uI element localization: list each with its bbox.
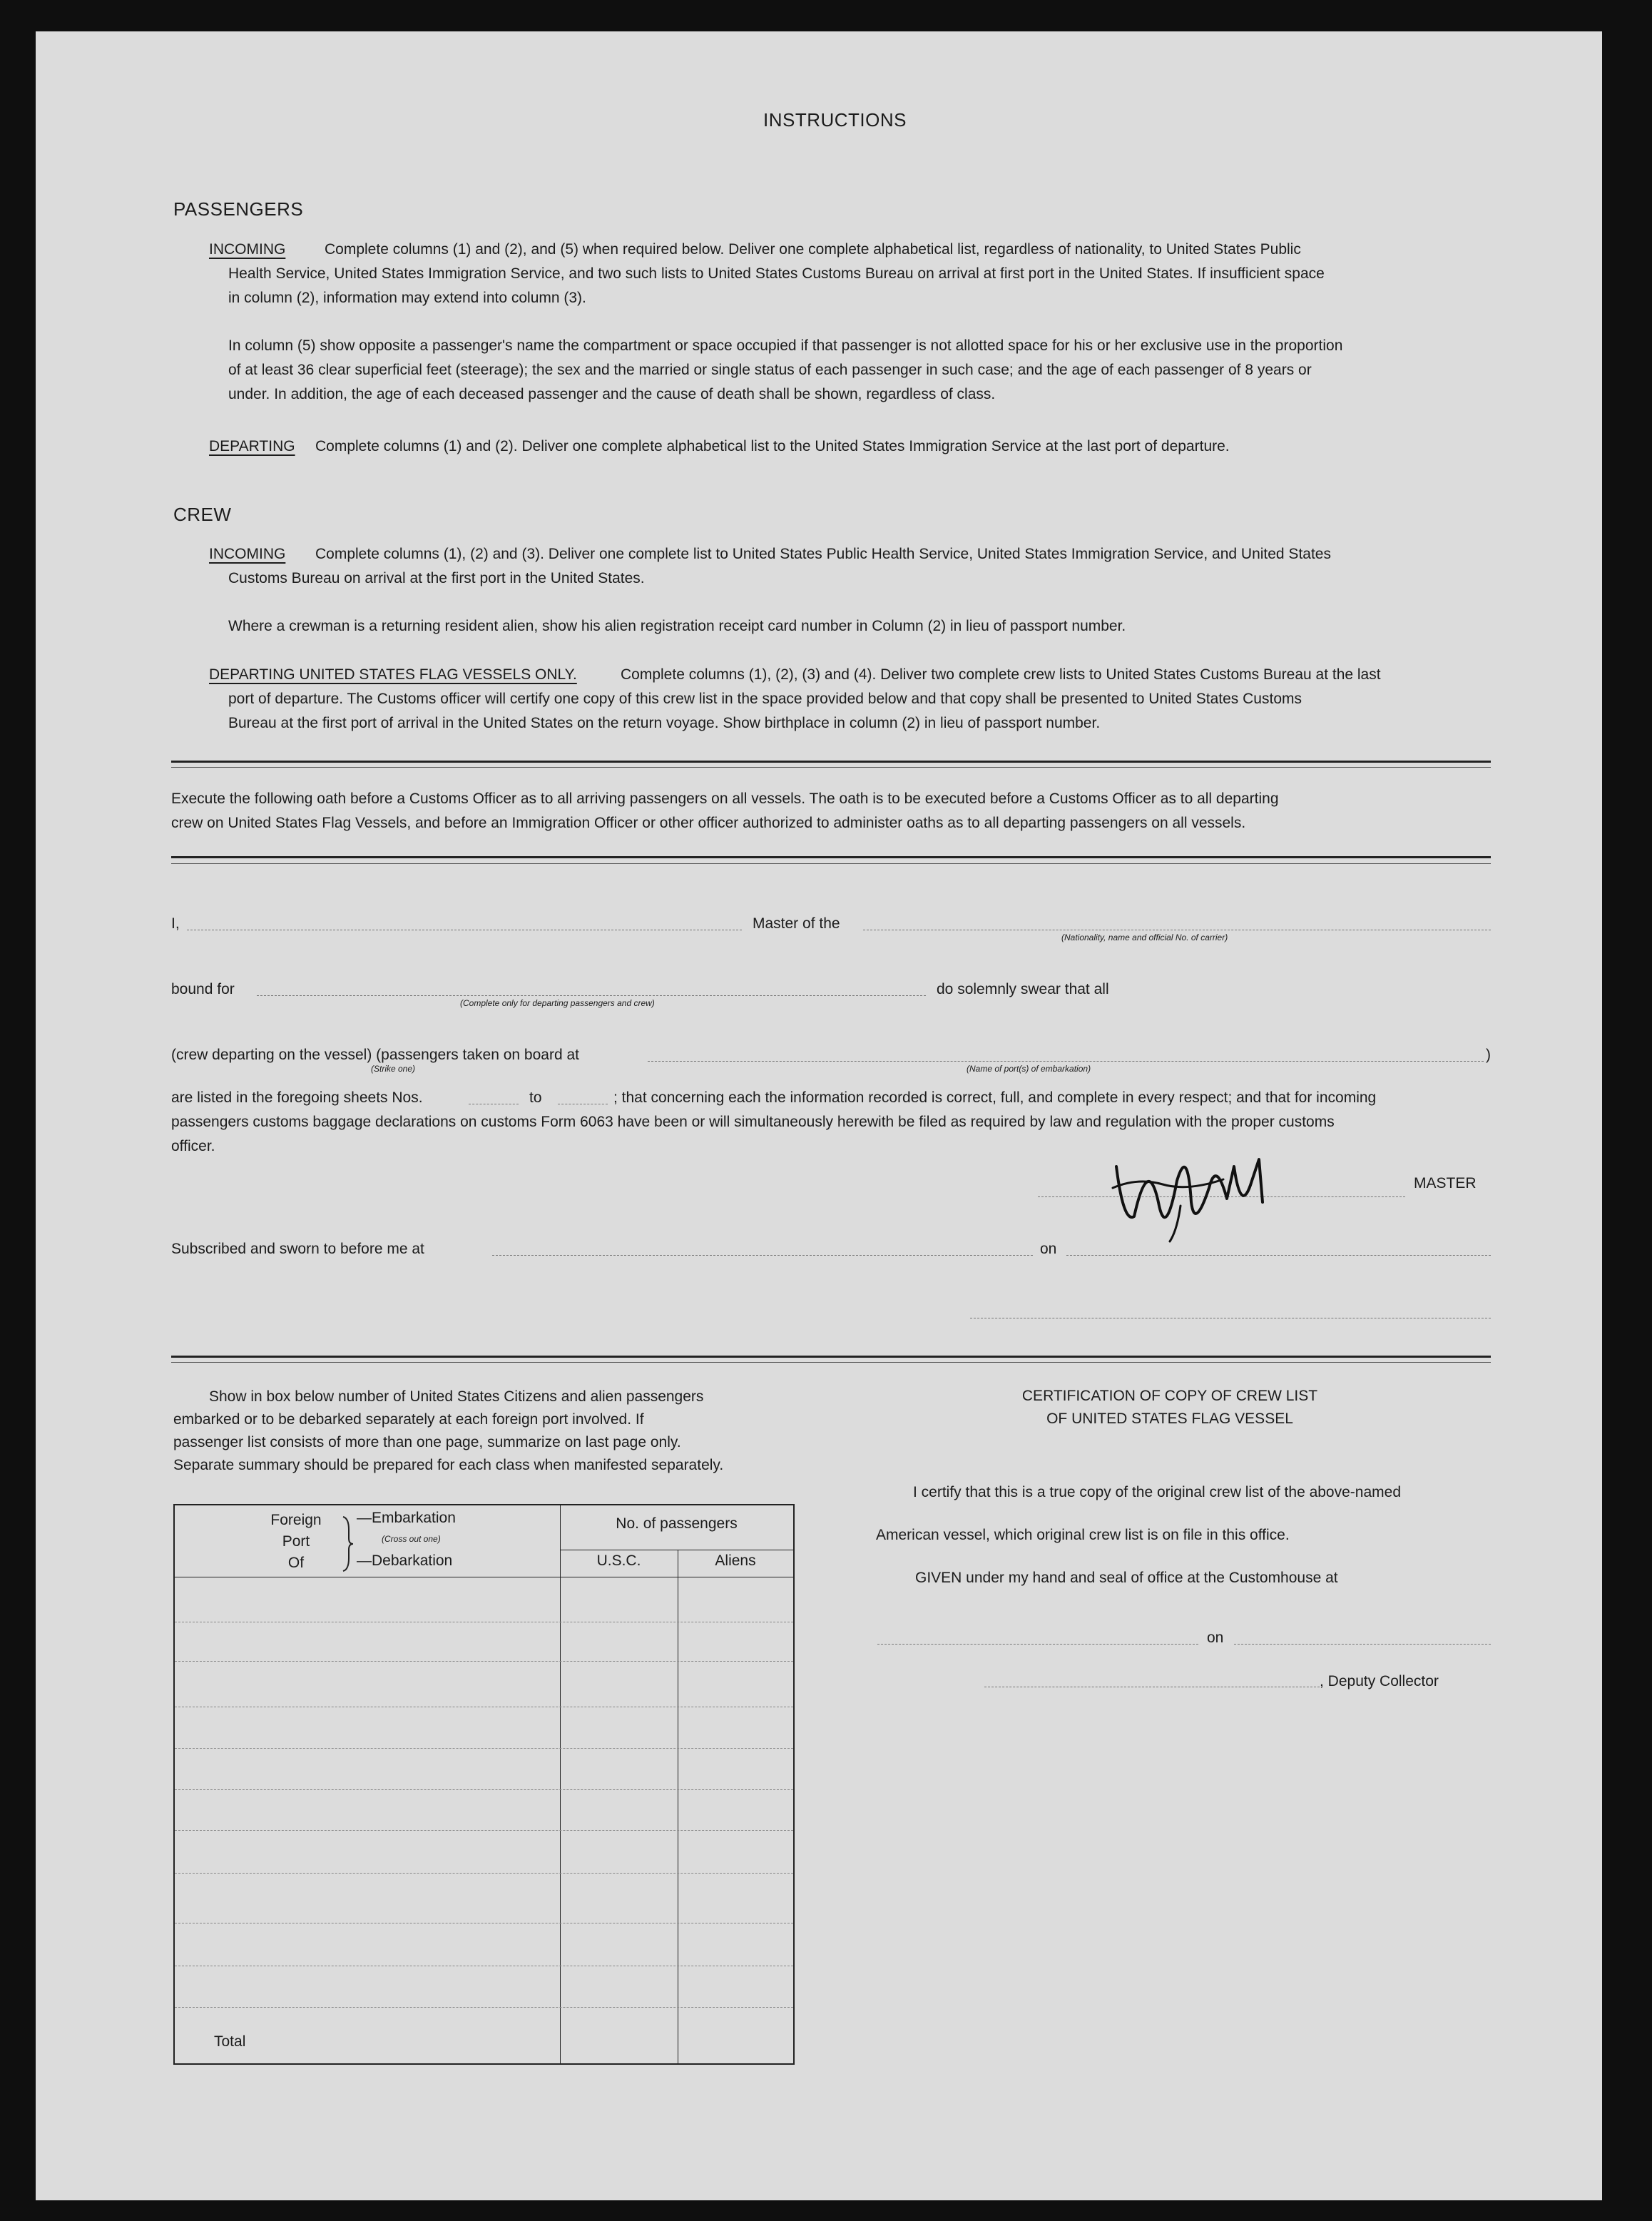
passengers-incoming-line-1: Complete columns (1) and (2), and (5) when required below. Deliver one complete alphabetical list, regardless of nationality, to United States Public bbox=[325, 241, 1301, 258]
passengers-departing-text: Complete columns (1) and (2). Deliver one complete alphabetical list to the United States Immigration Service at the last port of departure. bbox=[315, 438, 1230, 454]
usc-header: U.S.C. bbox=[596, 1552, 641, 1569]
crew-incoming-line-1: Complete columns (1), (2) and (3). Deliver one complete list to United States Public Health Service, United States Immigration Service, and United States bbox=[315, 546, 1331, 562]
total-label: Total bbox=[214, 2033, 246, 2050]
crew-heading: CREW bbox=[173, 504, 232, 525]
to-label: to bbox=[529, 1089, 542, 1106]
certification-date-field[interactable] bbox=[1234, 1644, 1491, 1645]
table-row[interactable] bbox=[175, 1748, 793, 1749]
oath-intro-line-1: Execute the following oath before a Customs Officer as to all arriving passengers on all vessels. The oath is to be executed before a Customs Officer as to all departing bbox=[171, 791, 1279, 807]
oath-intro-line-2: crew on United States Flag Vessels, and before an Immigration Officer or other officer authorized to administer oaths as to all departing passengers on all vessels. bbox=[171, 815, 1246, 831]
certify-line-2: American vessel, which original crew list is on file in this office. bbox=[876, 1527, 1290, 1543]
bound-for-field[interactable] bbox=[257, 995, 926, 996]
cross-out-note: (Cross out one) bbox=[382, 1534, 441, 1544]
passengers-incoming-label: INCOMING bbox=[209, 241, 286, 258]
bound-for-note: (Complete only for departing passengers and crew) bbox=[460, 998, 655, 1008]
passenger-summary-table bbox=[173, 1504, 795, 2065]
subscribed-on-label: on bbox=[1040, 1241, 1057, 1257]
table-row[interactable] bbox=[175, 1789, 793, 1790]
bound-for-label: bound for bbox=[171, 981, 235, 997]
no-passengers-header: No. of passengers bbox=[616, 1515, 738, 1532]
column5-line-1: In column (5) show opposite a passenger's name the compartment or space occupied if that passenger is not allotted space for his or her exclusive use in the proportion bbox=[228, 337, 1343, 354]
divider-rule-thin bbox=[171, 1362, 1491, 1363]
divider-rule-thin bbox=[171, 863, 1491, 864]
given-line: GIVEN under my hand and seal of office at the Customhouse at bbox=[915, 1570, 1338, 1586]
summary-line-4: Separate summary should be prepared for each class when manifested separately. bbox=[173, 1457, 724, 1473]
subscribed-label: Subscribed and sworn to before me at bbox=[171, 1241, 424, 1257]
summary-line-3: passenger list consists of more than one page, summarize on last page only. bbox=[173, 1434, 681, 1450]
table-row[interactable] bbox=[175, 2007, 793, 2008]
listed-line-1: passengers customs baggage declarations on customs Form 6063 have been or will simultaneously herewith be filed as required by law and regulation with the proper customs bbox=[171, 1114, 1335, 1130]
subscribed-place-field[interactable] bbox=[492, 1255, 1033, 1256]
certification-on-label: on bbox=[1207, 1630, 1224, 1646]
certify-line-1: I certify that this is a true copy of the original crew list of the above-named bbox=[913, 1484, 1401, 1500]
table-row[interactable] bbox=[175, 1830, 793, 1831]
listed-label: are listed in the foregoing sheets Nos. bbox=[171, 1089, 423, 1106]
of-header-line: Of bbox=[287, 1555, 305, 1571]
column5-line-2: of at least 36 clear superficial feet (steerage); the sex and the married or single status of each passenger in such case; and the age of each passenger of 8 years or bbox=[228, 362, 1312, 378]
passengers-incoming-line-3: in column (2), information may extend into column (3). bbox=[228, 290, 586, 306]
listed-rest: ; that concerning each the information recorded is correct, full, and complete in every respect; and that for incoming bbox=[613, 1089, 1377, 1106]
crew-incoming-label: INCOMING bbox=[209, 546, 286, 562]
customhouse-field[interactable] bbox=[877, 1644, 1198, 1645]
summary-line-1: Show in box below number of United States Citizens and alien passengers bbox=[209, 1388, 704, 1405]
divider-rule bbox=[171, 1356, 1491, 1358]
foreign-header-line: Foreign bbox=[270, 1512, 322, 1528]
crew-departing-line-3: Bureau at the first port of arrival in the United States on the return voyage. Show birthplace in column (2) in lieu of passport number. bbox=[228, 715, 1101, 731]
listed-line-2: officer. bbox=[171, 1138, 215, 1154]
passengers-departing-label: DEPARTING bbox=[209, 438, 295, 454]
port-note: (Name of port(s) of embarkation) bbox=[967, 1064, 1091, 1074]
table-col-divider bbox=[560, 1505, 561, 2063]
passengers-incoming-line-2: Health Service, United States Immigration Service, and two such lists to United States Customs Bureau on arrival at first port in the United States. If insufficient space bbox=[228, 265, 1325, 282]
master-label: MASTER bbox=[1414, 1175, 1477, 1191]
divider-rule-thin bbox=[171, 767, 1491, 768]
swear-label: do solemnly swear that all bbox=[937, 981, 1109, 997]
embarkation-label: —Embarkation bbox=[357, 1510, 456, 1526]
page-title: INSTRUCTIONS bbox=[763, 109, 907, 131]
port-header-line: Port bbox=[282, 1533, 310, 1550]
crew-departing-line-1: Complete columns (1), (2), (3) and (4). Deliver two complete crew lists to United States Customs Bureau at the last bbox=[621, 666, 1381, 683]
debarkation-label: —Debarkation bbox=[357, 1552, 453, 1569]
column5-line-3: under. In addition, the age of each deceased passenger and the cause of death shall be shown, regardless of class. bbox=[228, 386, 996, 402]
embarkation-port-field[interactable] bbox=[648, 1061, 1484, 1062]
crew-incoming-line-2: Customs Bureau on arrival at the first port in the United States. bbox=[228, 570, 645, 586]
deputy-collector-label: , Deputy Collector bbox=[1320, 1673, 1439, 1689]
summary-line-2: embarked or to be debarked separately at each foreign port involved. If bbox=[173, 1411, 644, 1428]
subscribed-date-field[interactable] bbox=[1066, 1255, 1491, 1256]
close-paren: ) bbox=[1486, 1047, 1491, 1063]
brace-icon bbox=[340, 1515, 355, 1572]
foreign-port-header bbox=[267, 1510, 325, 1574]
master-of-label: Master of the bbox=[753, 915, 840, 932]
certification-title-line-1: CERTIFICATION OF COPY OF CREW LIST bbox=[1021, 1388, 1318, 1404]
divider-rule bbox=[171, 761, 1491, 763]
crew-departing-label: DEPARTING UNITED STATES FLAG VESSELS ONLY. bbox=[209, 666, 577, 683]
crew-alien-text: Where a crewman is a returning resident alien, show his alien registration receipt card number in Column (2) in lieu of passport number. bbox=[228, 618, 1126, 634]
aliens-header: Aliens bbox=[715, 1552, 756, 1569]
table-row[interactable] bbox=[175, 1661, 793, 1662]
certification-title-line-2: OF UNITED STATES FLAG VESSEL bbox=[1046, 1411, 1293, 1427]
oath-i-label: I, bbox=[171, 915, 180, 932]
crew-departing-oath-label: (crew departing on the vessel) (passengers taken on board at bbox=[171, 1047, 579, 1063]
crew-departing-line-2: port of departure. The Customs officer will certify one copy of this crew list in the space provided below and that copy shall be presented to United States Customs bbox=[228, 691, 1302, 707]
strike-note: (Strike one) bbox=[371, 1064, 416, 1074]
divider-rule bbox=[171, 856, 1491, 858]
master-signature-image bbox=[1109, 1138, 1323, 1245]
passengers-heading: PASSENGERS bbox=[173, 198, 304, 220]
table-row[interactable] bbox=[175, 1873, 793, 1874]
nationality-note: (Nationality, name and official No. of carrier) bbox=[1061, 932, 1228, 942]
